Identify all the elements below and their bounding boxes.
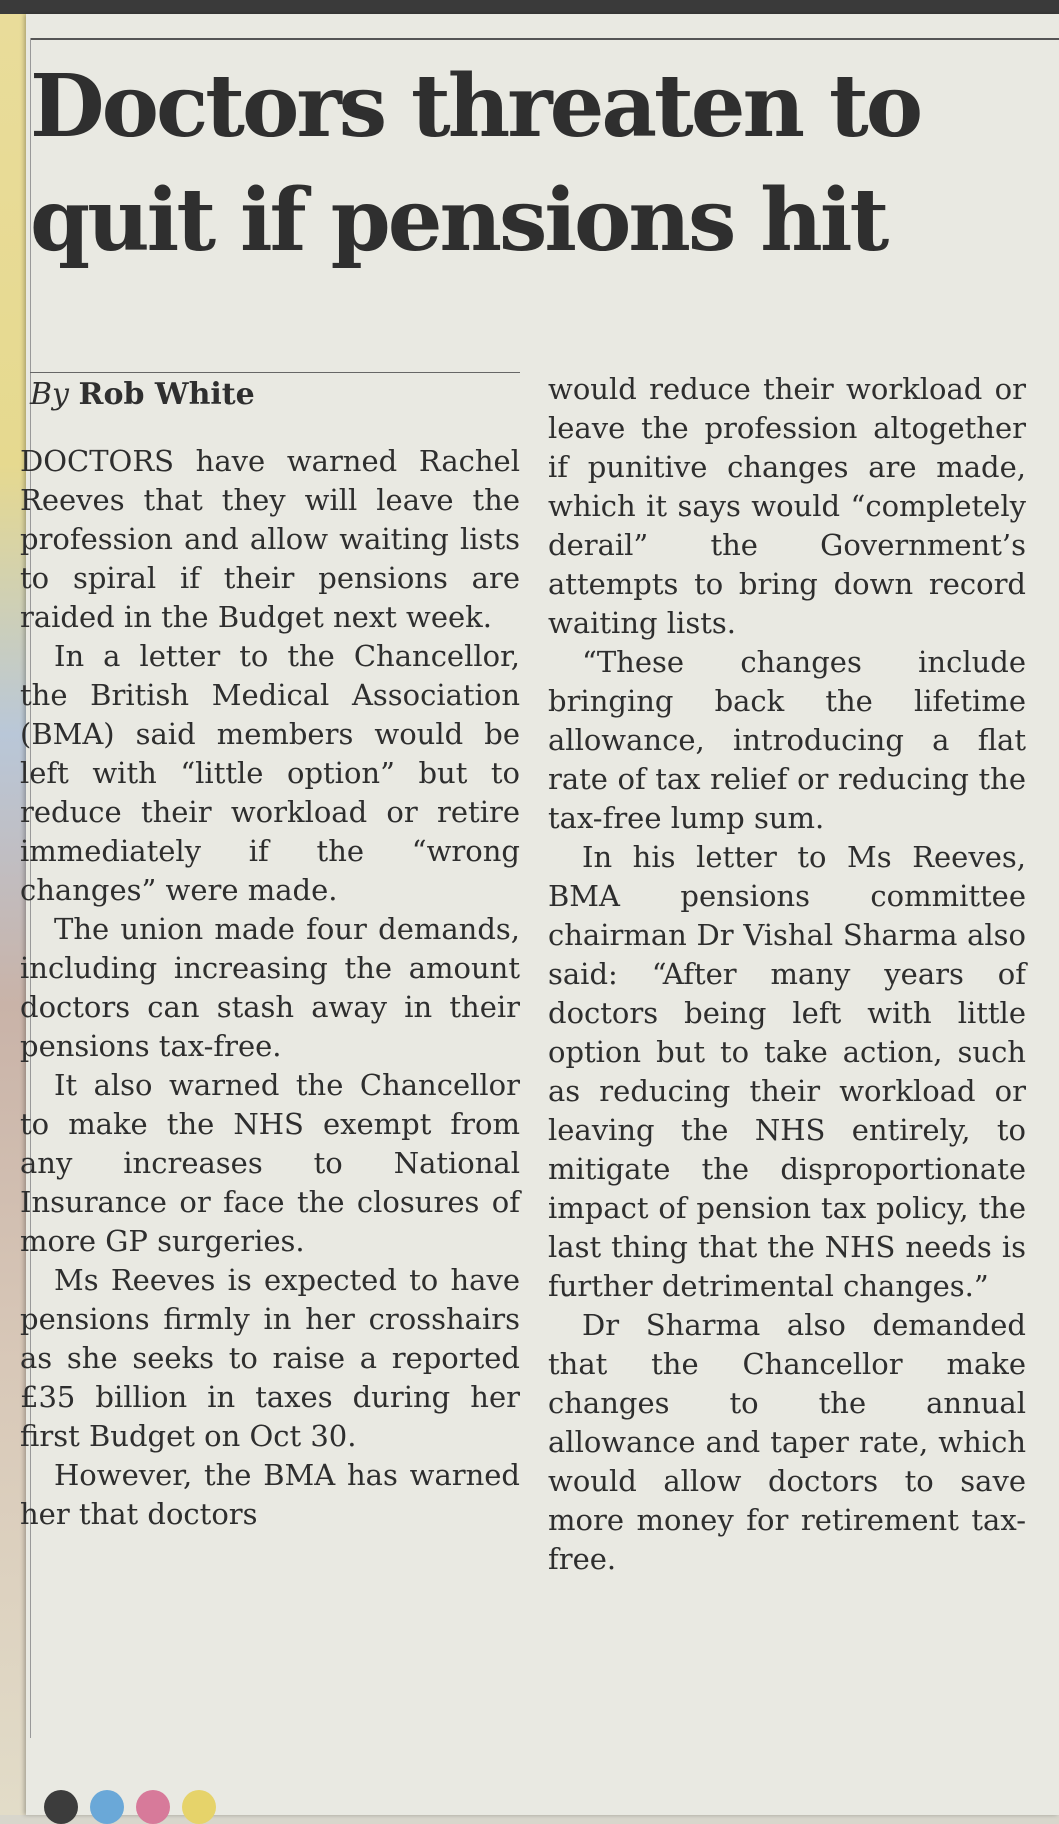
byline-prefix: By [30, 377, 69, 412]
paragraph: would reduce their workload or leave the profession altogether if punitive changes are made, which it says would “completely derail” the Government’s attempts to bring down record waiting lists. [548, 372, 1026, 640]
paragraph: It also warned the Chancellor to make the NHS exempt from any increases to National Insurance or face the closures of more GP surgeries. [20, 1068, 520, 1258]
byline-rule [30, 372, 520, 373]
paragraph: Ms Reeves is expected to have pensions firmly in her crosshairs as she seeks to raise a reported £35 billion in taxes during her first Budget on Oct 30. [20, 1263, 520, 1453]
paragraph: The union made four demands, including increasing the amount doctors can stash away in their pensions tax-free. [20, 912, 520, 1063]
paragraph: DOCTORS have warned Rachel Reeves that they will leave the profession and allow waiting lists to spiral if their pensions are raided in the Budget next week. [20, 444, 520, 634]
paragraph: Dr Sharma also demanded that the Chancellor make changes to the annual allowance and taper rate, which would allow doctors to save more money for retirement tax-free. [548, 1308, 1026, 1576]
registration-dot-pink [136, 1790, 170, 1824]
paragraph: In his letter to Ms Reeves, BMA pensions committee chairman Dr Vishal Sharma also said: “After many years of doctors being left with little option but to take action, such as reducing their workload or leaving the NHS entirely, to mitigate the disproportionate impact of pension tax policy, the last thing that the NHS needs is further detrimental changes.” [548, 840, 1026, 1303]
byline-author: Rob White [78, 377, 255, 412]
article-column-1 [20, 442, 520, 1534]
scan-top-edge [0, 0, 1059, 14]
byline [30, 374, 520, 416]
paragraph: In a letter to the Chancellor, the British Medical Association (BMA) said members would be left with “little option” but to reduce their workload or retire immediately if the “wrong changes” were made. [20, 639, 520, 907]
registration-dot-yellow [182, 1790, 216, 1824]
registration-marks [44, 1790, 224, 1815]
top-rule [30, 38, 1059, 40]
article-column-2 [548, 370, 1026, 1579]
paragraph: “These changes include bringing back the lifetime allowance, introducing a flat rate of tax relief or reducing the tax-free lump sum. [548, 645, 1026, 835]
registration-dot-black [44, 1790, 78, 1824]
paragraph: However, the BMA has warned her that doctors [20, 1458, 520, 1531]
registration-dot-blue [90, 1790, 124, 1824]
headline: Doctors threaten to quit if pensions hit [30, 56, 921, 271]
